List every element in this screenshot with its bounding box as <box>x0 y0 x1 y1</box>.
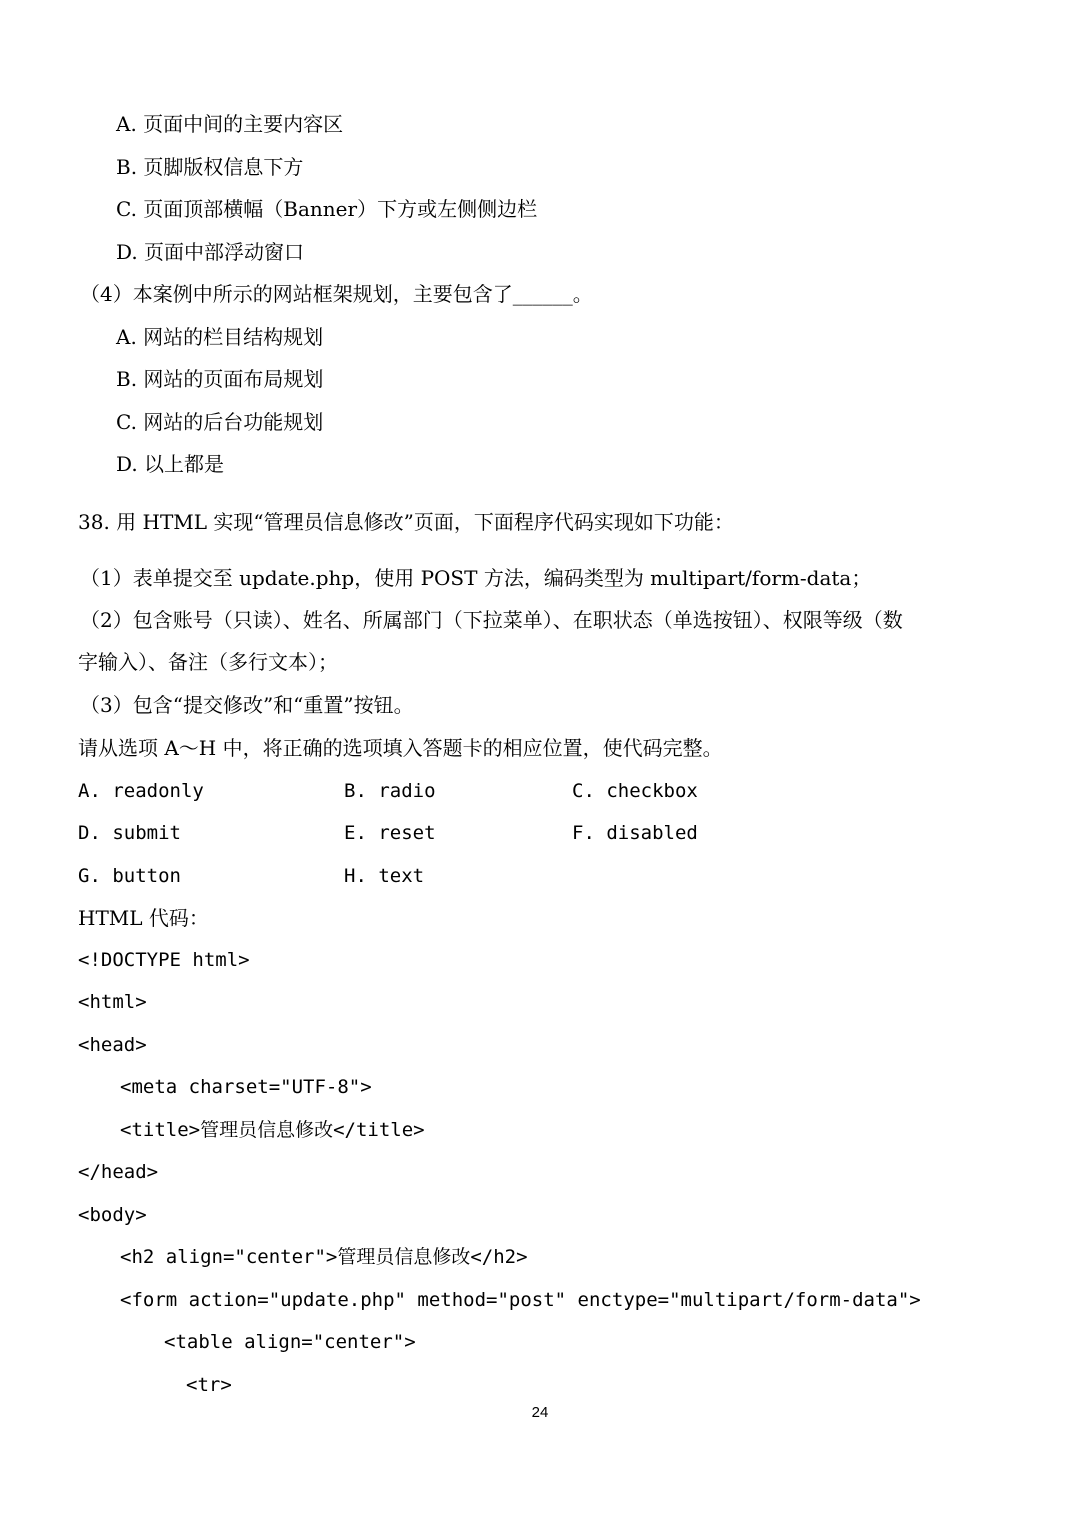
q4-option-b: B. 网站的页面布局规划 <box>116 367 324 391</box>
q38-title: 38. 用 HTML 实现“管理员信息修改”页面，下面程序代码实现如下功能： <box>78 510 734 534</box>
code-line: <tr> <box>186 1374 232 1396</box>
code-line: <h2 align="center">管理员信息修改</h2> <box>120 1246 528 1268</box>
q3-option-a: A. 页面中间的主要内容区 <box>116 112 344 136</box>
code-line: <meta charset="UTF-8"> <box>120 1076 372 1098</box>
code-line: <head> <box>78 1034 147 1056</box>
choice-b: B. radio <box>344 780 436 802</box>
code-label: HTML 代码： <box>78 906 209 930</box>
q3-option-d: D. 页面中部浮动窗口 <box>116 240 305 264</box>
q4-option-c: C. 网站的后台功能规划 <box>116 410 324 434</box>
q38-instruction: 请从选项 A～H 中，将正确的选项填入答题卡的相应位置，使代码完整。 <box>78 736 723 760</box>
q3-option-b: B. 页脚版权信息下方 <box>116 155 304 179</box>
code-line: <title>管理员信息修改</title> <box>120 1119 425 1141</box>
code-line: <!DOCTYPE html> <box>78 949 250 971</box>
code-line: </head> <box>78 1161 159 1183</box>
q38-requirement-3: （3）包含“提交修改”和“重置”按钮。 <box>80 693 414 717</box>
choice-d: D. submit <box>78 822 181 844</box>
choice-f: F. disabled <box>572 822 698 844</box>
q38-requirement-2-cont: 字输入）、备注（多行文本）； <box>78 650 338 674</box>
q38-requirement-1: （1）表单提交至 update.php，使用 POST 方法，编码类型为 multipart/form-data； <box>80 566 872 590</box>
code-line: <body> <box>78 1204 147 1226</box>
choice-h: H. text <box>344 865 425 887</box>
q4-option-d: D. 以上都是 <box>116 452 225 476</box>
code-line: <form action="update.php" method="post" enctype="multipart/form-data"> <box>120 1289 921 1311</box>
q4-stem: （4）本案例中所示的网站框架规划，主要包含了______。 <box>80 282 593 306</box>
code-line: <table align="center"> <box>164 1331 416 1353</box>
q4-option-a: A. 网站的栏目结构规划 <box>116 325 324 349</box>
choice-a: A. readonly <box>78 780 204 802</box>
code-line: <html> <box>78 991 147 1013</box>
choice-g: G. button <box>78 865 181 887</box>
q38-requirement-2: （2）包含账号（只读）、姓名、所属部门（下拉菜单）、在职状态（单选按钮）、权限等级（数 <box>80 608 903 632</box>
page-number: 24 <box>531 1404 549 1421</box>
choice-c: C. checkbox <box>572 780 698 802</box>
q3-option-c: C. 页面顶部横幅（Banner）下方或左侧侧边栏 <box>116 197 538 221</box>
choice-e: E. reset <box>344 822 436 844</box>
